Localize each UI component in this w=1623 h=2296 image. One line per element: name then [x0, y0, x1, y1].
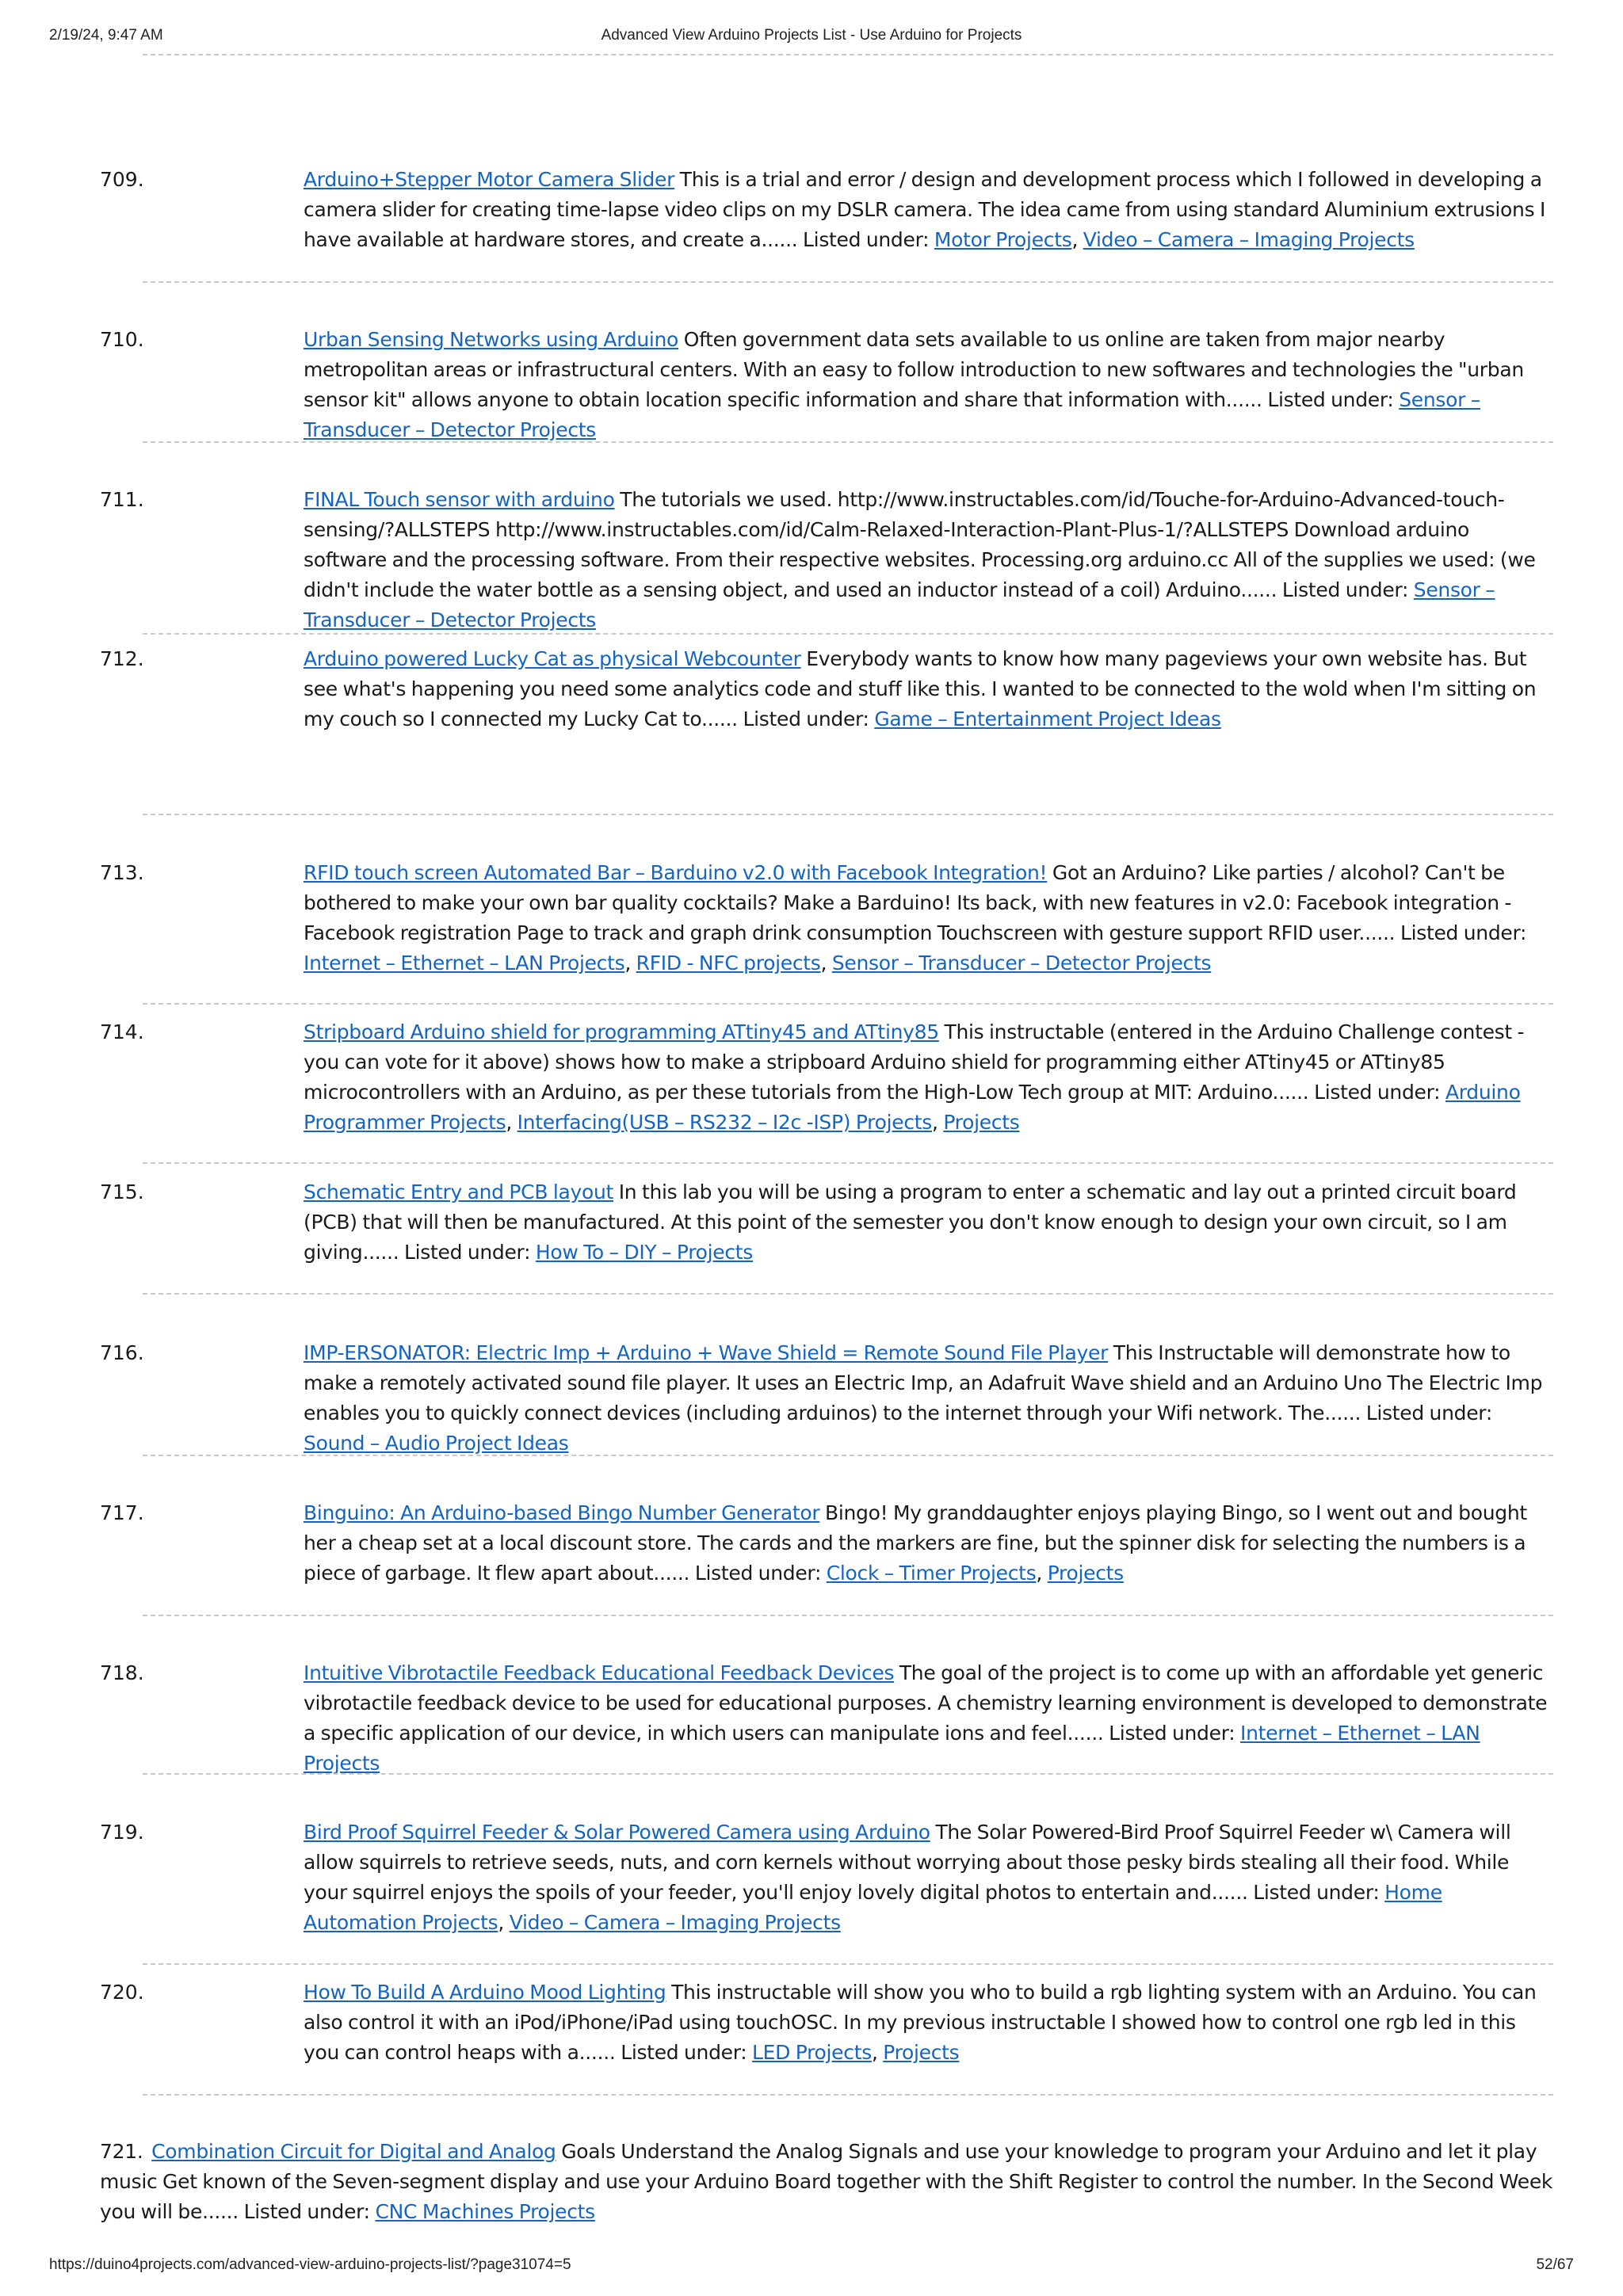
category-link[interactable]: Projects: [943, 1111, 1020, 1134]
entry-number: 712.: [100, 647, 144, 670]
category-link[interactable]: Video – Camera – Imaging Projects: [509, 1911, 841, 1934]
separator: [143, 1615, 1553, 1616]
category-separator: ,: [1071, 228, 1083, 251]
entry-number: 714.: [100, 1020, 144, 1043]
separator: [143, 1003, 1553, 1005]
entry-title-link[interactable]: Combination Circuit for Digital and Analog: [151, 2140, 556, 2163]
listed-under-label: Listed under:: [1267, 388, 1394, 411]
category-separator: ,: [506, 1111, 517, 1134]
category-link[interactable]: Internet – Ethernet – LAN Projects: [304, 952, 625, 974]
category-link[interactable]: Video – Camera – Imaging Projects: [1083, 228, 1415, 251]
entry-body: [304, 1498, 1553, 1589]
entry-description: This instructable (entered in the Arduino Challenge contest - you can vote for it above) shows how to make a stripboard Arduino shield for programming either ATtiny45 or ATtiny85 microcontrollers with an Arduino, as per these tutorials from the High-Low Tech group at MIT: Arduino......: [304, 1020, 1525, 1104]
entry-number: 715.: [100, 1180, 144, 1203]
print-datetime: 2/19/24, 9:47 AM: [49, 27, 163, 44]
category-link[interactable]: CNC Machines Projects: [375, 2200, 595, 2223]
separator: [143, 441, 1553, 443]
separator: [143, 814, 1553, 815]
entry-body: [304, 1017, 1553, 1138]
entry-title-link[interactable]: Bird Proof Squirrel Feeder & Solar Powered Camera using Arduino: [304, 1821, 930, 1844]
entry-number: 716.: [100, 1341, 144, 1364]
category-separator: ,: [871, 2041, 884, 2064]
separator: [143, 2094, 1553, 2096]
entry-number: 717.: [100, 1501, 144, 1524]
entry-body: [304, 165, 1553, 255]
entry-description: The tutorials we used. http://www.instructables.com/id/Touche-for-Arduino-Advanced-touch-sensing/?ALLSTEPS http://www.instructables.com/id/Calm-Relaxed-Interaction-Plant-Plus-1/?ALLSTEPS Download arduino software and the processing software. From their respective websites. Processing.org arduino.cc All of the supplies we used: (we didn't include the water bottle as a sensing object, and used an inductor instead of a coil) Arduino......: [304, 488, 1536, 601]
separator: [143, 1963, 1553, 1965]
entry-body: [304, 1177, 1553, 1268]
entry-number: 719.: [100, 1821, 144, 1844]
category-link[interactable]: How To – DIY – Projects: [535, 1241, 754, 1264]
category-link[interactable]: Motor Projects: [934, 228, 1072, 251]
entry-body: [304, 1978, 1553, 2068]
separator: [143, 1293, 1553, 1295]
category-link[interactable]: Sensor – Transducer – Detector Projects: [304, 578, 1495, 631]
listed-under-label: Listed under:: [803, 228, 930, 251]
entry-description: In this lab you will be using a program to enter a schematic and lay out a printed circuit board (PCB) that will then be manufactured. At this point of the semester you don't know enough to design your own circuit, so I am giving......: [304, 1180, 1517, 1264]
entry-description: This Instructable will demonstrate how to make a remotely activated sound file player. It uses an Electric Imp, an Adafruit Wave shield and an Arduino Uno The Electric Imp enables you to quickly connect devices (including arduinos) to the internet through your Wifi network. The......: [304, 1341, 1543, 1425]
category-link[interactable]: Internet – Ethernet – LAN Projects: [304, 1722, 1480, 1775]
entry-number: 711.: [100, 488, 144, 511]
category-link[interactable]: Sensor – Transducer – Detector Projects: [304, 388, 1480, 441]
listed-under-label: Listed under:: [621, 2041, 747, 2064]
entry-number: 718.: [100, 1661, 144, 1684]
entry-number: 710.: [100, 328, 144, 351]
listed-under-label: Listed under:: [1400, 921, 1527, 944]
listed-under-label: Listed under:: [243, 2200, 370, 2223]
listed-under-label: Listed under:: [404, 1241, 531, 1264]
category-link[interactable]: Game – Entertainment Project Ideas: [874, 707, 1221, 730]
entry-title-link[interactable]: Stripboard Arduino shield for programming ATtiny45 and ATtiny85: [304, 1020, 939, 1043]
listed-under-label: Listed under:: [1365, 1402, 1492, 1425]
entry-body: [304, 644, 1553, 734]
category-link[interactable]: Projects: [1047, 1562, 1124, 1585]
category-separator: ,: [820, 952, 832, 974]
listed-under-label: Listed under:: [1314, 1081, 1441, 1104]
category-separator: ,: [1036, 1562, 1048, 1585]
entry-title-link[interactable]: Schematic Entry and PCB layout: [304, 1180, 614, 1203]
category-separator: ,: [498, 1911, 510, 1934]
separator: [143, 1773, 1553, 1775]
print-page-title: Advanced View Arduino Projects List - Use Arduino for Projects: [601, 27, 1022, 44]
category-link[interactable]: Sensor – Transducer – Detector Projects: [831, 952, 1212, 974]
entry-description: Everybody wants to know how many pageviews your own website has. But see what's happening you need some analytics code and stuff like this. I wanted to be connected to the wold when I'm sitting on my couch so I connected my Lucky Cat to......: [304, 647, 1537, 730]
listed-under-label: Listed under:: [1281, 578, 1409, 601]
entry-body: [304, 858, 1553, 978]
category-link[interactable]: RFID - NFC projects: [636, 952, 821, 974]
print-url: https://duino4projects.com/advanced-view-arduino-projects-list/?page31074=5: [49, 2256, 571, 2273]
print-page-number: 52/67: [1536, 2256, 1574, 2273]
entry-number: 721.: [100, 2140, 143, 2163]
category-link[interactable]: Sound – Audio Project Ideas: [304, 1432, 569, 1455]
entry-number: 713.: [100, 861, 144, 884]
entry-title-link[interactable]: Urban Sensing Networks using Arduino: [304, 328, 679, 351]
entry-title-link[interactable]: FINAL Touch sensor with arduino: [304, 488, 615, 511]
separator: [143, 1162, 1553, 1164]
entry-description: The Solar Powered-Bird Proof Squirrel Feeder w\ Camera will allow squirrels to retrieve seeds, nuts, and corn kernels without worrying about those pesky birds stealing all their food. While your squirrel enjoys the spoils of your feeder, you'll enjoy lovely digital photos to entertain and......: [304, 1821, 1511, 1904]
entry-body: [304, 1817, 1553, 1938]
category-link[interactable]: Arduino Programmer Projects: [304, 1081, 1521, 1134]
category-link[interactable]: Clock – Timer Projects: [826, 1562, 1037, 1585]
category-link[interactable]: LED Projects: [752, 2041, 872, 2064]
entry-description: Goals Understand the Analog Signals and use your knowledge to program your Arduino and let it play music Get known of the Seven-segment display and use your Arduino Board together with the Shift Register to control the number. In the Second Week you will be......: [100, 2140, 1553, 2223]
entry-body: [100, 2137, 1553, 2227]
separator: [143, 633, 1553, 635]
category-link[interactable]: Home Automation Projects: [304, 1881, 1442, 1934]
entry-title-link[interactable]: Arduino+Stepper Motor Camera Slider: [304, 168, 675, 191]
entry-description: Bingo! My granddaughter enjoys playing Bingo, so I went out and bought her a cheap set at a local discount store. The cards and the markers are fine, but the spinner disk for selecting the numbers is a piece of garbage. It flew apart about......: [304, 1501, 1527, 1585]
print-header: [49, 24, 1574, 48]
entry-number: 709.: [100, 168, 144, 191]
entry-body: [304, 1658, 1553, 1779]
entry-title-link[interactable]: Arduino powered Lucky Cat as physical Webcounter: [304, 647, 801, 670]
separator: [143, 54, 1553, 55]
print-footer: [49, 2256, 1574, 2280]
entry-body: [304, 325, 1553, 445]
category-link[interactable]: Projects: [883, 2041, 960, 2064]
entry-description: Often government data sets available to us online are taken from major nearby metropolitan areas or infrastructural centers. With an easy to follow introduction to new softwares and technologies the "urban sensor kit" allows anyone to obtain location specific information and share that information with......: [304, 328, 1524, 411]
entry-body: [304, 1338, 1553, 1459]
listed-under-label: Listed under:: [743, 707, 869, 730]
entry-body: [304, 485, 1553, 635]
entry-description: The goal of the project is to come up with an affordable yet generic vibrotactile feedback device to be used for educational purposes. A chemistry learning environment is developed to demonstrate a specific application of our device, in which users can manipulate ions and feel......: [304, 1661, 1548, 1745]
category-link[interactable]: Interfacing(USB – RS232 – I2c -ISP) Projects: [517, 1111, 933, 1134]
entry-description: This is a trial and error / design and development process which I followed in developing a camera slider for creating time-lapse video clips on my DSLR camera. The idea came from using standard Aluminium extrusions I have available at hardware stores, and create a......: [304, 168, 1546, 251]
entry-title-link[interactable]: IMP-ERSONATOR: Electric Imp + Arduino + Wave Shield = Remote Sound File Player: [304, 1341, 1109, 1364]
entry-title-link[interactable]: Intuitive Vibrotactile Feedback Educational Feedback Devices: [304, 1661, 895, 1684]
category-separator: ,: [932, 1111, 944, 1134]
category-separator: ,: [624, 952, 636, 974]
listed-under-label: Listed under:: [694, 1562, 822, 1585]
entry-number: 720.: [100, 1981, 144, 2004]
entry-description: Got an Arduino? Like parties / alcohol? Can't be bothered to make your own bar quality cocktails? Make a Barduino! Its back, with new features in v2.0: Facebook integration - Facebook registration Page to track and graph drink consumption Touchscreen with gesture support RFID user......: [304, 861, 1512, 944]
entry-description: This instructable will show you who to build a rgb lighting system with an Arduino. You can also control it with an iPod/iPhone/iPad using touchOSC. In my previous instructable I showed how to control one rgb led in this you can control heaps with a......: [304, 1981, 1537, 2064]
separator: [143, 281, 1553, 283]
listed-under-label: Listed under:: [1109, 1722, 1235, 1745]
separator: [143, 1455, 1553, 1456]
entry-title-link[interactable]: Binguino: An Arduino-based Bingo Number Generator: [304, 1501, 820, 1524]
entry-title-link[interactable]: RFID touch screen Automated Bar – Barduino v2.0 with Facebook Integration!: [304, 861, 1048, 884]
entry-title-link[interactable]: How To Build A Arduino Mood Lighting: [304, 1981, 666, 2004]
listed-under-label: Listed under:: [1253, 1881, 1380, 1904]
